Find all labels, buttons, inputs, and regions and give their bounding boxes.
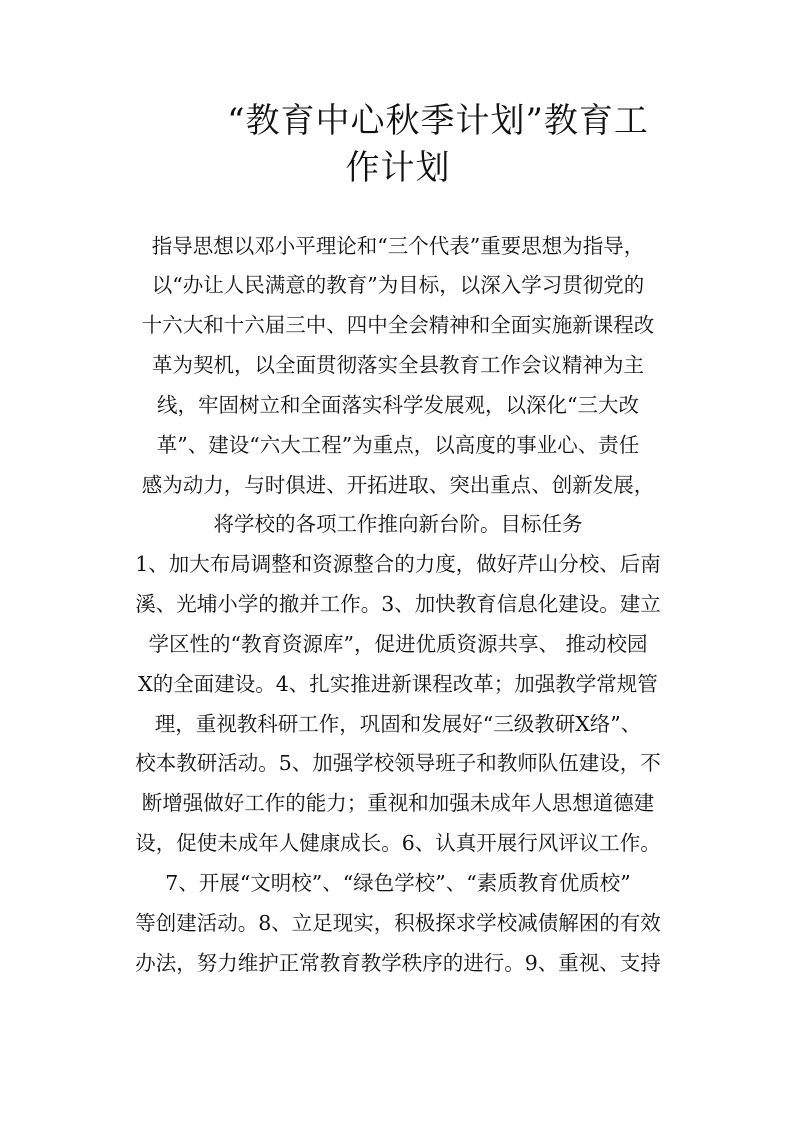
body-line-15: 断增强做好工作的能力；重视和加强未成年人思想道德建 (141, 791, 655, 815)
body-line-10: 溪、光埔小学的撤并工作。3、加快教育信息化建设。建立 (135, 592, 661, 616)
body-line-12: X的全面建设。4、扎实推进新课程改革；加强教学常规管 (138, 672, 658, 696)
body-line-5: 线，牢固树立和全面落实科学发展观，以深化“三大改 (157, 393, 639, 417)
body-line-7: 感为动力，与时俱进、开拓进取、突出重点、创新发展， (141, 473, 655, 497)
body-line-11: 学区性的“教育资源库”，促进优质资源共享、 推动校园 (148, 632, 648, 656)
body-line-13: 理，重视教科研工作，巩固和发展好“三级教研X络”、 (154, 712, 642, 736)
body-line-8: 将学校的各项工作推向新台阶。目标任务 (213, 512, 583, 536)
body-line-16: 设，促使未成年人健康成长。6、认真开展行风评议工作。 (135, 831, 661, 855)
body-line-6: 革”、建设“六大工程”为重点，以高度的事业心、责任 (156, 433, 640, 457)
document-title-line-1: “教育中心秋季计划”教育工 (227, 101, 649, 141)
document-title-line-2: 作计划 (345, 148, 451, 188)
body-line-3: 十六大和十六届三中、四中全会精神和全面实施新课程改 (141, 313, 655, 337)
body-line-4: 革为契机，以全面贯彻落实全县教育工作会议精神为主 (152, 353, 644, 377)
body-line-2: 以“办让人民满意的教育”为目标，以深入学习贯彻党的 (151, 273, 645, 297)
body-line-17: 7、开展“文明校”、“绿色学校”、“素质教育优质校” (165, 871, 631, 895)
body-line-14: 校本教研活动。5、加强学校领导班子和教师队伍建设，不 (135, 751, 661, 775)
body-line-1: 指导思想以邓小平理论和“三个代表”重要思想为指导， (151, 234, 645, 258)
body-line-19: 办法，努力维护正常教育教学秩序的进行。9、重视、支持 (135, 951, 661, 975)
body-line-9: 1、加大布局调整和资源整合的力度，做好芹山分校、后南 (135, 552, 661, 576)
body-line-18: 等创建活动。8、立足现实，积极探求学校减债解困的有效 (135, 911, 661, 935)
